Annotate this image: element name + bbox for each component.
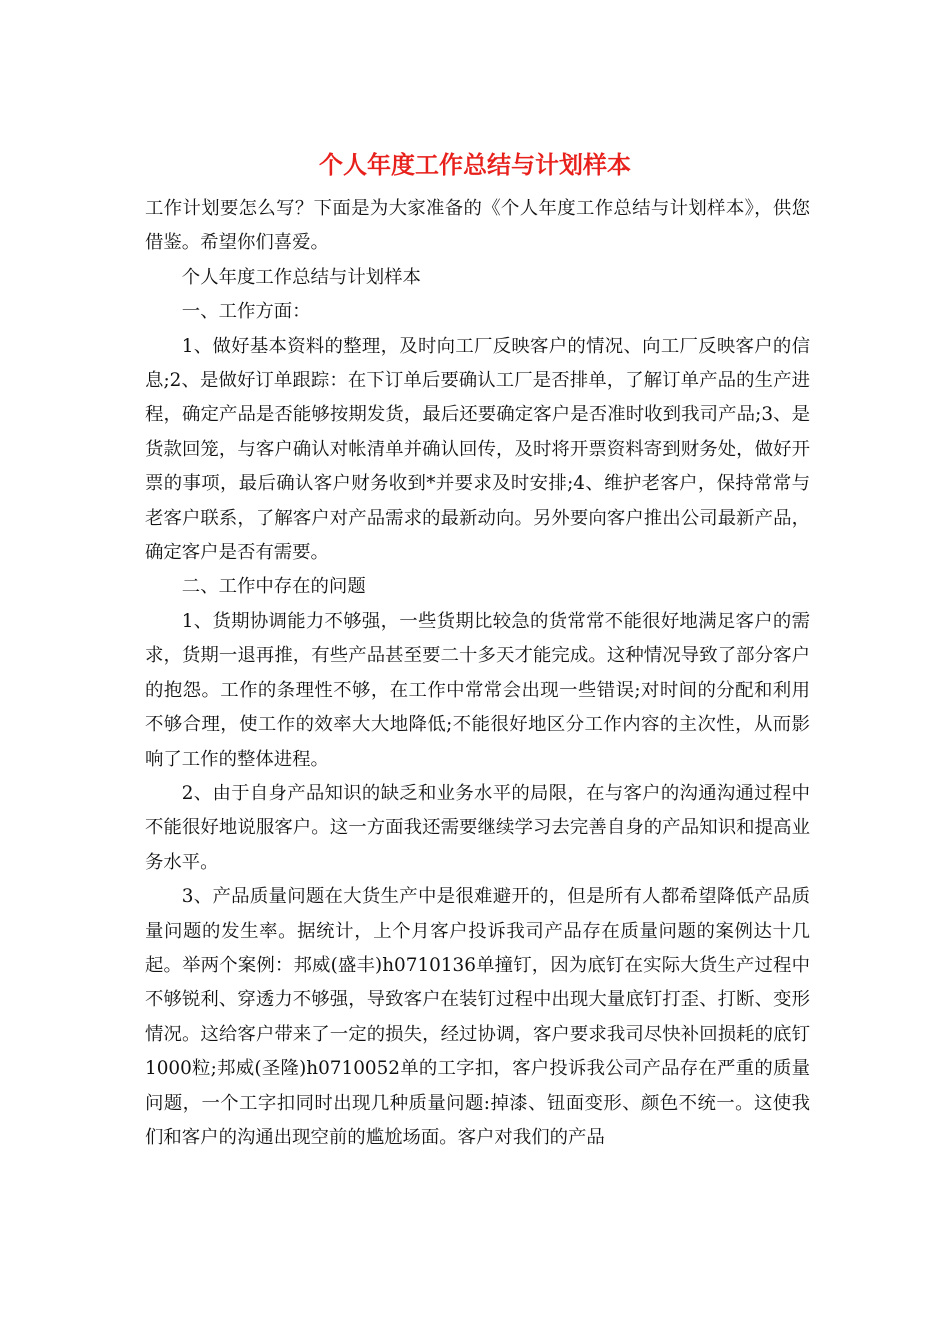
intro-paragraph: 工作计划要怎么写？下面是为大家准备的《个人年度工作总结与计划样本》，供您借鉴。希望你们喜爱。 [145,198,810,254]
document-title: 个人年度工作总结与计划样本 [319,150,631,179]
problem-paragraph-2: 2、由于自身产品知识的缺乏和业务水平的局限，在与客户的沟通沟通过程中不能很好地说服客户。这一方面我还需要继续学习去完善自身的产品知识和提高业务水平。 [145,782,810,873]
section-heading-work: 一、工作方面： [181,301,311,323]
subtitle-paragraph: 个人年度工作总结与计划样本 [181,266,421,288]
work-details-paragraph: 1、做好基本资料的整理，及时向工厂反映客户的情况、向工厂反映客户的信息;2、是做好订单跟踪：在下订单后要确认工厂是否排单，了解订单产品的生产进程，确定产品是否能够按期发货，最后还要确定客户是否准时收到我司产品;3、是货款回笼，与客户确认对帐清单并确认回传，及时将开票资料寄到财务处，做好开票的事项，最后确认客户财务收到*并要求及时安排;4、维护老客户，保持常常与老客户联系，了解客户对产品需求的最新动向。另外要向客户推出公司最新产品，确定客户是否有需要。 [145,335,810,564]
section-heading-problems: 二、工作中存在的问题 [181,576,366,598]
problem-paragraph-3: 3、产品质量问题在大货生产中是很难避开的，但是所有人都希望降低产品质量问题的发生率。据统计，上个月客户投诉我司产品存在质量问题的案例达十几起。举两个案例：邦威(盛丰)h0710136单撞钉，因为底钉在实际大货生产过程中不够锐利、穿透力不够强，导致客户在装钉过程中出现大量底钉打歪、打断、变形情况。这给客户带来了一定的损失，经过协调，客户要求我司尽快补回损耗的底钉1000粒;邦威(圣隆)h0710052单的工字扣，客户投诉我公司产品存在严重的质量问题，一个工字扣同时出现几种质量问题:掉漆、钮面变形、颜色不统一。这使我们和客户的沟通出现空前的尴尬场面。客户对我们的产品 [145,886,810,1148]
document-body [145,192,810,1155]
problem-paragraph-1: 1、货期协调能力不够强，一些货期比较急的货常常不能很好地满足客户的需求，货期一退再推，有些产品甚至要二十多天才能完成。这种情况导致了部分客户的抱怨。工作的条理性不够，在工作中常常会出现一些错误;对时间的分配和利用不够合理，使工作的效率大大地降低;不能很好地区分工作内容的主次性，从而影响了工作的整体进程。 [145,610,810,770]
